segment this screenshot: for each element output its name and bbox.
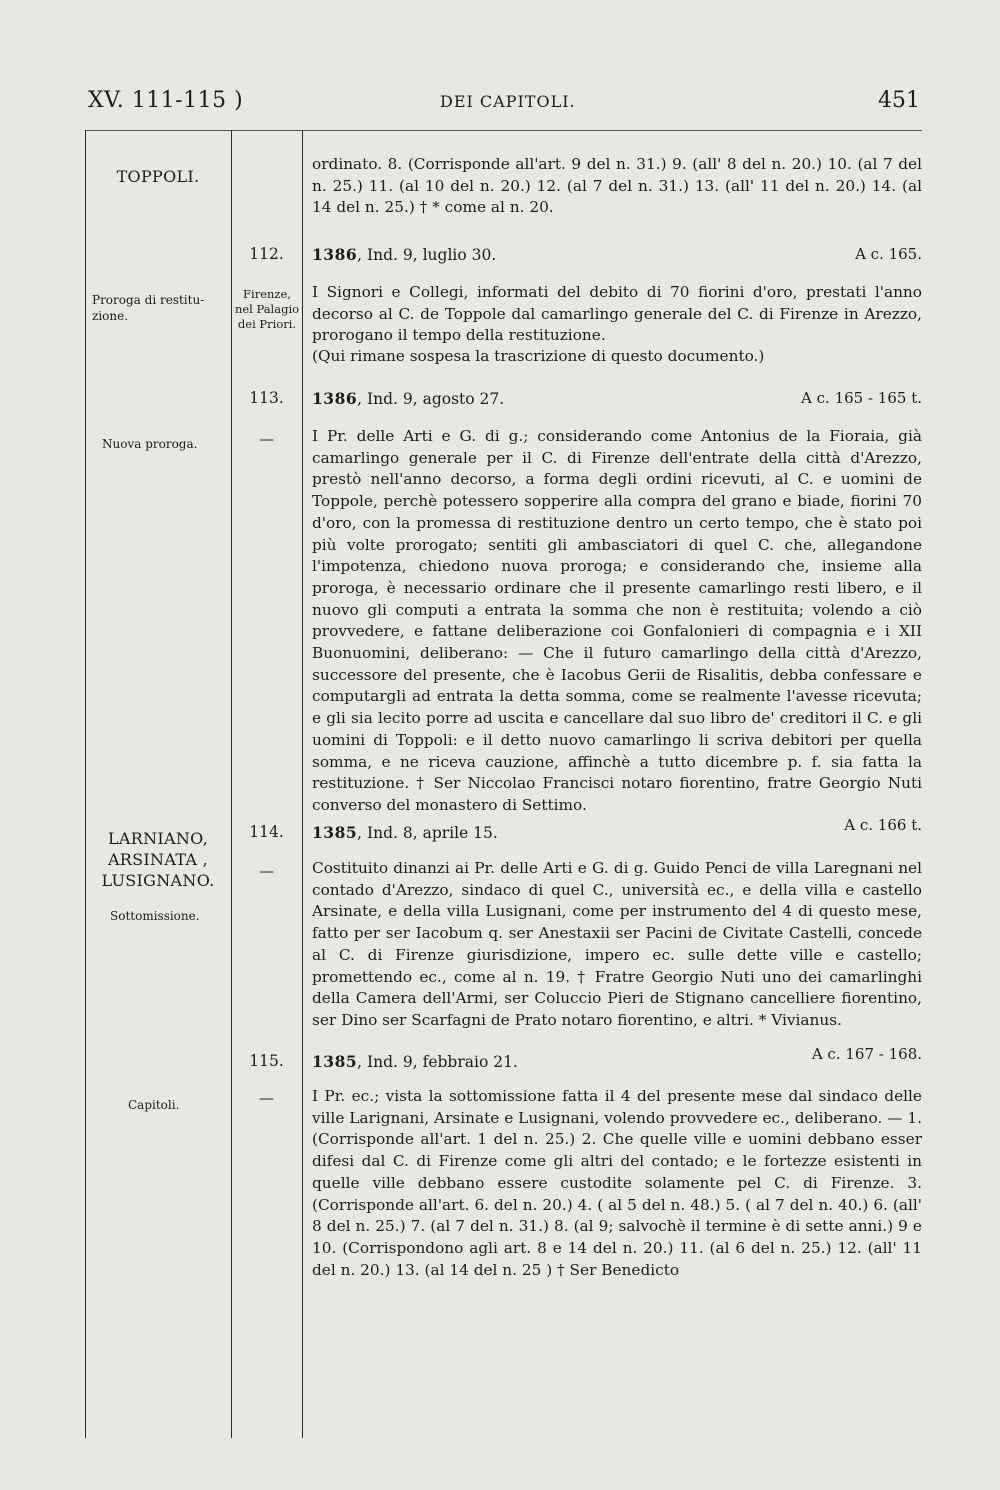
column-rule-middle	[231, 130, 232, 1438]
margin-subject-capitoli: Capitoli.	[128, 1098, 180, 1112]
margin-subject-nuova-proroga: Nuova proroga.	[102, 437, 198, 451]
entry-115-ref: A c. 167 - 168.	[811, 1045, 922, 1063]
place-note-firenze: Firenze, nel Palagio dei Priori.	[234, 287, 300, 331]
entry-number-115: 115.	[249, 1052, 284, 1070]
margin-place-line-1: LARNIANO,	[107, 829, 209, 848]
entry-115-date-text: , Ind. 9, febbraio 21.	[357, 1053, 518, 1071]
margin-place-larniano	[88, 828, 228, 891]
entry-114-ref: A c. 166 t.	[844, 816, 922, 834]
place-note-115: —	[259, 1089, 274, 1107]
entry-113-date-text: , Ind. 9, agosto 27.	[357, 390, 505, 408]
running-head-title: DEI CAPITOLI.	[440, 92, 576, 111]
entry-number-113: 113.	[249, 389, 284, 407]
entry-114-date-text: , Ind. 8, aprile 15.	[357, 824, 498, 842]
entry-115-year: 1385	[312, 1052, 358, 1071]
entry-113-date	[312, 389, 504, 408]
entry-number-112: 112.	[249, 245, 284, 263]
entry-114-text: Costituito dinanzi ai Pr. delle Arti e G. di g. Guido Penci de villa Laregnani nel contado d'Arezzo, sindaco di quel C., università ec., e della villa e castello Arsinate, e della villa Lusignani, come per instrumento del 4 di questo mese, fatto per ser Iacobum q. ser Anestaxii ser Pacini de Civitate Castelli, concede al C. di Firenze giurisdizione, impero ec. sulle dette ville e castello; promettendo ec., come al n. 19. † Fratre Georgio Nuti uno dei camarlinghi della Camera dell'Armi, ser Coluccio Pieri de Stignano cancelliere fiorentino, ser Dino ser Scarfagni de Prato notaro fiorentino, e altri. * Vivianus.	[312, 859, 922, 1029]
entry-112-ref: A c. 165.	[855, 245, 922, 263]
entry-115-date	[312, 1052, 518, 1071]
margin-place-toppoli: TOPPOLI.	[116, 167, 200, 186]
entry-114-year: 1385	[312, 823, 358, 842]
running-head-left: XV. 111-115 )	[88, 88, 244, 113]
header-rule	[85, 130, 922, 131]
margin-place-line-2: ARSINATA ,	[107, 850, 209, 869]
entry-115-text: I Pr. ec.; vista la sottomissione fatta il 4 del presente mese dal sindaco delle ville Larignani, Arsinate e Lusignani, volendo provvedere ec., deliberano. — 1. (Corrisponde all'art. 1 del n. 25.) 2. Che quelle ville e uomini debbano esser difesi dal C. di Firenze come gli altri del contado; e le fortezze esistenti in quelle ville debbano essere custodite solamente pel C. di Firenze. 3. (Corrisponde all'art. 6. del n. 20.) 4. ( al 5 del n. 48.) 5. ( al 7 del n. 40.) 6. (all' 8 del n. 25.) 7. (al 7 del n. 31.) 8. (al 9; salvochè il termine è di sette anni.) 9 e 10. (Corrispondono agli art. 8 e 14 del n. 20.) 11. (al 6 del n. 25.) 12. (all' 11 del n. 20.) 13. (al 14 del n. 25 ) † Ser Benedicto	[312, 1087, 922, 1279]
entry-112-year: 1386	[312, 245, 358, 264]
entry-112-note: (Qui rimane sospesa la trascrizione di questo documento.)	[312, 347, 765, 365]
entry-114-date	[312, 823, 498, 842]
margin-place-line-3: LUSIGNANO.	[101, 871, 215, 890]
entry-112-text: I Signori e Collegi, informati del debito di 70 fiorini d'oro, prestati l'anno decorso al C. de Toppole dal camarlingo generale del C. di Firenze in Arezzo, prorogano il tempo della restituzione.	[312, 283, 922, 345]
entry-113-year: 1386	[312, 389, 358, 408]
margin-subject-proroga: Proroga di restitu- zione.	[92, 293, 205, 323]
entry-113-ref: A c. 165 - 165 t.	[801, 389, 922, 407]
column-rule-left	[85, 130, 86, 1438]
entry-112-date-text: , Ind. 9, luglio 30.	[357, 246, 497, 264]
entry-113-text: I Pr. delle Arti e G. di g.; considerando come Antonius de la Fioraia, già camarlingo generale per il C. di Firenze dell'entrate della città d'Arezzo, prestò nell'anno decorso, a forma degli ordini ricevuti, al C. e uomini de Toppole, perchè potessero sopperire alla compra del grano e biade, fiorini 70 d'oro, con la promessa di restituzione dentro un certo tempo, che è stato poi più volte prorogato; sentiti gli ambasciatori di quel C. che, allegandone l'impotenza, chiedono nuova proroga; e considerando che, insieme alla proroga, è necessario ordinare che il presente camarlingo resti libero, e il nuovo gli computi a entrata la somma che non è restituita; volendo a ciò provvedere, e fattane deliberazione coi Gonfalonieri di compagnia e i XII Buonuomini, deliberano: — Che il futuro camarlingo della città d'Arezzo, successore del presente, che è Iacobus Gerii de Risalitis, debba confessare e computargli ad entrata la detta somma, come se realmente l'avesse ricevuta; e gli sia lecito porre ad uscita e cancellare dal suo libro de' creditori il C. e gli uomini di Toppoli: e il detto nuovo camarlingo li scriva debitori per quella somma, e ne riceva cauzione, affinchè a tutto dicembre p. f. sia fatta la restituzione. † Ser Niccolao Francisci notaro fiorentino, fratre Georgio Nuti converso del monastero di Settimo.	[312, 427, 922, 814]
place-note-113: —	[259, 430, 274, 448]
entry-number-114: 114.	[249, 823, 284, 841]
margin-subject-sottomissione: Sottomissione.	[110, 909, 200, 923]
entry-112-date	[312, 245, 496, 264]
place-note-114: —	[259, 862, 274, 880]
intro-text: ordinato. 8. (Corrisponde all'art. 9 del n. 31.) 9. (all' 8 del n. 20.) 10. (al 7 del n. 25.) 11. (al 10 del n. 20.) 12. (al 7 del n. 31.) 13. (all' 11 del n. 20.) 14. (al 14 del n. 25.) † * come al n. 20.	[312, 155, 922, 217]
column-rule-right	[302, 130, 303, 1438]
page-number: 451	[878, 88, 920, 113]
